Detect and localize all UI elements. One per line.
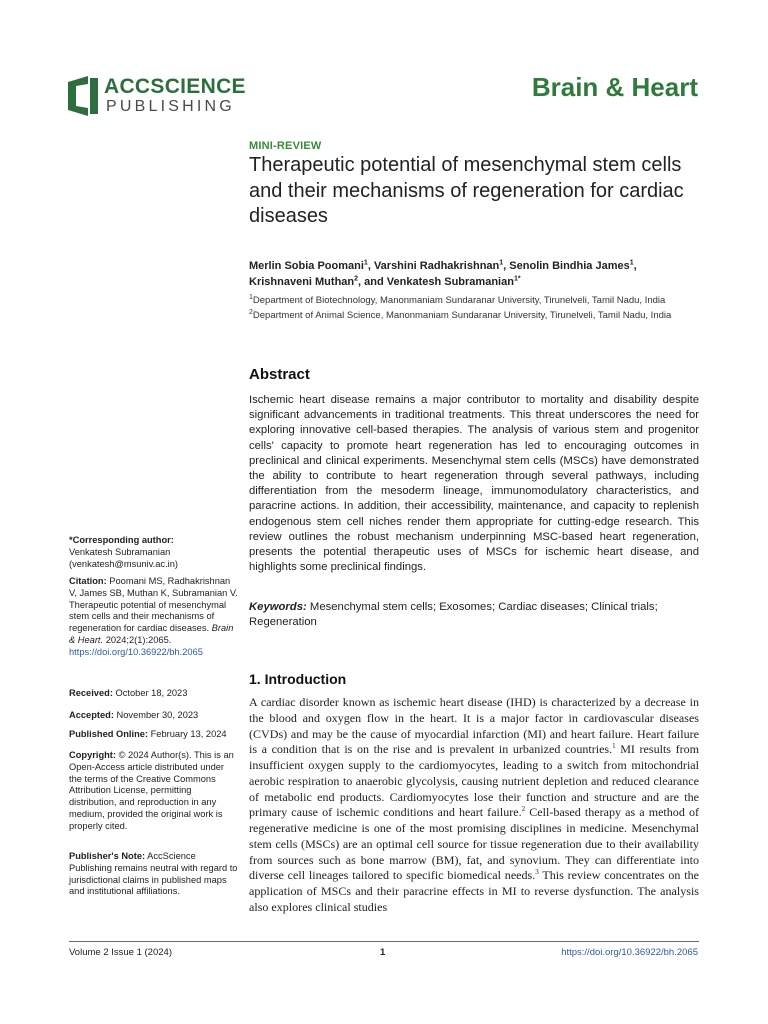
published-date (69, 729, 239, 741)
copyright-label: Copyright: (69, 750, 116, 760)
publisher-note (69, 851, 239, 898)
citation-text: Poomani MS, Radhakrishnan V, James SB, Muthan K, Subramanian V. Therapeutic potential of mesenchymal stem cells and their mechanisms of regeneration for cardiac diseases. (69, 576, 238, 634)
reference-marker[interactable]: 1 (612, 742, 616, 751)
page-number: 1 (380, 947, 386, 958)
published-label: Published Online: (69, 729, 149, 739)
keywords (249, 600, 699, 630)
author-affiliation-marker: 1 (499, 259, 504, 267)
corresponding-name: Venkatesh Subramanian (69, 546, 171, 557)
author-affiliation-marker: 1 (629, 259, 634, 267)
affiliation-2 (249, 309, 719, 322)
author-name: Venkatesh Subramanian (386, 276, 514, 288)
citation-label: Citation: (69, 576, 107, 586)
footer-doi-link[interactable]: https://doi.org/10.36922/bh.2065 (561, 947, 698, 958)
affiliation-text: Department of Biotechnology, Manonmaniam Sundaranar University, Tirunelveli, Tamil Nadu, India (252, 295, 666, 306)
citation-volume: 2024;2(1):2065. (105, 634, 172, 645)
keywords-text: Mesenchymal stem cells; Exosomes; Cardiac diseases; Clinical trials; Regeneration (249, 601, 658, 629)
citation-journal: Brain & Heart. (69, 623, 234, 645)
received-label: Received: (69, 688, 113, 698)
publisher-name-line2: PUBLISHING (106, 98, 235, 115)
reference-marker[interactable]: 3 (535, 868, 539, 877)
author-affiliation-marker: 2 (354, 275, 359, 283)
author-line-2: Krishnaveni Muthan$^2$, and Venkatesh Subramanian$^{1*}$ (249, 275, 521, 288)
published-value: February 13, 2024 (150, 729, 227, 739)
abstract-heading: Abstract (249, 366, 310, 383)
affiliation-marker: 1 (249, 293, 253, 301)
accepted-label: Accepted: (69, 710, 114, 720)
author-name: Senolin Bindhia James (509, 260, 630, 272)
publisher-note-text: AccScience Publishing remains neutral with regard to jurisdictional claims in published maps and institutional affiliations. (69, 851, 238, 897)
copyright (69, 750, 239, 833)
accepted-value: November 30, 2023 (116, 710, 199, 720)
affiliation-marker: 2 (249, 308, 253, 316)
author-list (249, 258, 709, 290)
author-name: Merlin Sobia Poomani (249, 260, 364, 272)
corresponding-label: *Corresponding author: (69, 535, 174, 545)
abstract-text: Ischemic heart disease remains a major contributor to mortality and disability despite significant advancements in traditional treatments. This threat underscores the need for exploring innovative cell-based therapies. The analysis of various stem and progenitor cells' capacity to promote heart regeneration has led to encouraging outcomes in preclinical and clinical experiments. Mesenchymal stem cells (MSCs) have demonstrated the ability to contribute to heart regeneration through several pathways, including differentiation from the mesoderm lineage, immunomodulatory characteristics, and paracrine actions. In addition, their accessibility, maintenance, and capacity to replenish endogenous stem cell niches render them appropriate for cutting-edge research. This review outlines the robust mechanism underpinning MSC-based heart regeneration, presents the potential therapeutic uses of MSCs for ischemic heart disease, and highlights some preclinical findings. (249, 394, 699, 574)
accscience-logo-icon (66, 74, 100, 118)
corresponding-author (69, 535, 239, 570)
citation (69, 576, 239, 659)
copyright-text: © 2024 Author(s). This is an Open-Access article distributed under the terms of the Creative Commons Attribution License, permitting distribution, and reproduction in any medium, provided the original work is properly cited. (69, 750, 234, 831)
publisher-name-line1: ACCSCIENCE (104, 75, 246, 98)
author-line-1: Merlin Sobia Poomani$^1$, Varshini Radhakrishnan$^1$, Senolin Bindhia James$^1$, (249, 259, 637, 272)
author-affiliation-marker: 1 (363, 259, 368, 267)
affiliation-1 (249, 294, 719, 307)
article-type: MINI-REVIEW (249, 140, 322, 152)
paper-title: Therapeutic potential of mesenchymal stem cells and their mechanisms of regeneration for cardiac diseases (249, 154, 684, 227)
author-name: Varshini Radhakrishnan (373, 260, 500, 272)
keywords-label: Keywords: (249, 601, 307, 613)
accepted-date (69, 710, 239, 722)
reference-marker[interactable]: 2 (521, 805, 526, 814)
received-value: October 18, 2023 (115, 688, 188, 698)
publisher-note-label: Publisher's Note: (69, 851, 146, 861)
introduction-heading: 1. Introduction (249, 671, 347, 687)
introduction-text: A cardiac disorder known as ischemic heart disease (IHD) is characterized by a decrease in the blood and oxygen flow in the heart. It is a major factor in cardiovascular diseases (CVDs) and may be the cause of myocardial infarction (MI) and heart failure. Heart failure is a condition that is on the rise and is prevalent in urbanized countries.$^1$ MI results from insufficient oxygen supply to the cardiomyocytes, leading to a switch from mitochondrial aerobic respiration to anaerobic glycolysis, causing nutrient depletion and reduced clearance of metabolic end products. Cardiomyocytes lose their function and structure and are the primary cause of ischemic conditions and heart failure.$^2$ Cell-based therapy as a method of regenerative medicine is one of the most promising disciplines in medicine. Mesenchymal stem cells (MSCs) are an optimal cell source for tissue regeneration due to their availability from sources such as bone marrow (BM), fat, and synovium. They can differentiate into diverse cell lineages tailored to specific biomedical needs.$^3$ This review concentrates on the application of MSCs and their paracrine effects in MI to reverse dysfunction. The analysis also explores clinical studies (249, 695, 700, 914)
footer-volume: Volume 2 Issue 1 (2024) (69, 947, 172, 958)
received-date (69, 688, 239, 700)
citation-doi-link[interactable]: https://doi.org/10.36922/bh.2065 (69, 646, 203, 657)
journal-title: Brain & Heart (531, 72, 698, 102)
corresponding-email[interactable]: (venkatesh@msuniv.ac.in) (69, 558, 178, 569)
author-name: Krishnaveni Muthan (249, 276, 355, 288)
publisher-logo (66, 74, 266, 118)
footer-divider (69, 941, 699, 942)
affiliation-text: Department of Animal Science, Manonmaniam Sundaranar University, Tirunelveli, Tamil Nadu, India (252, 310, 672, 321)
author-affiliation-marker: 1* (513, 275, 521, 283)
